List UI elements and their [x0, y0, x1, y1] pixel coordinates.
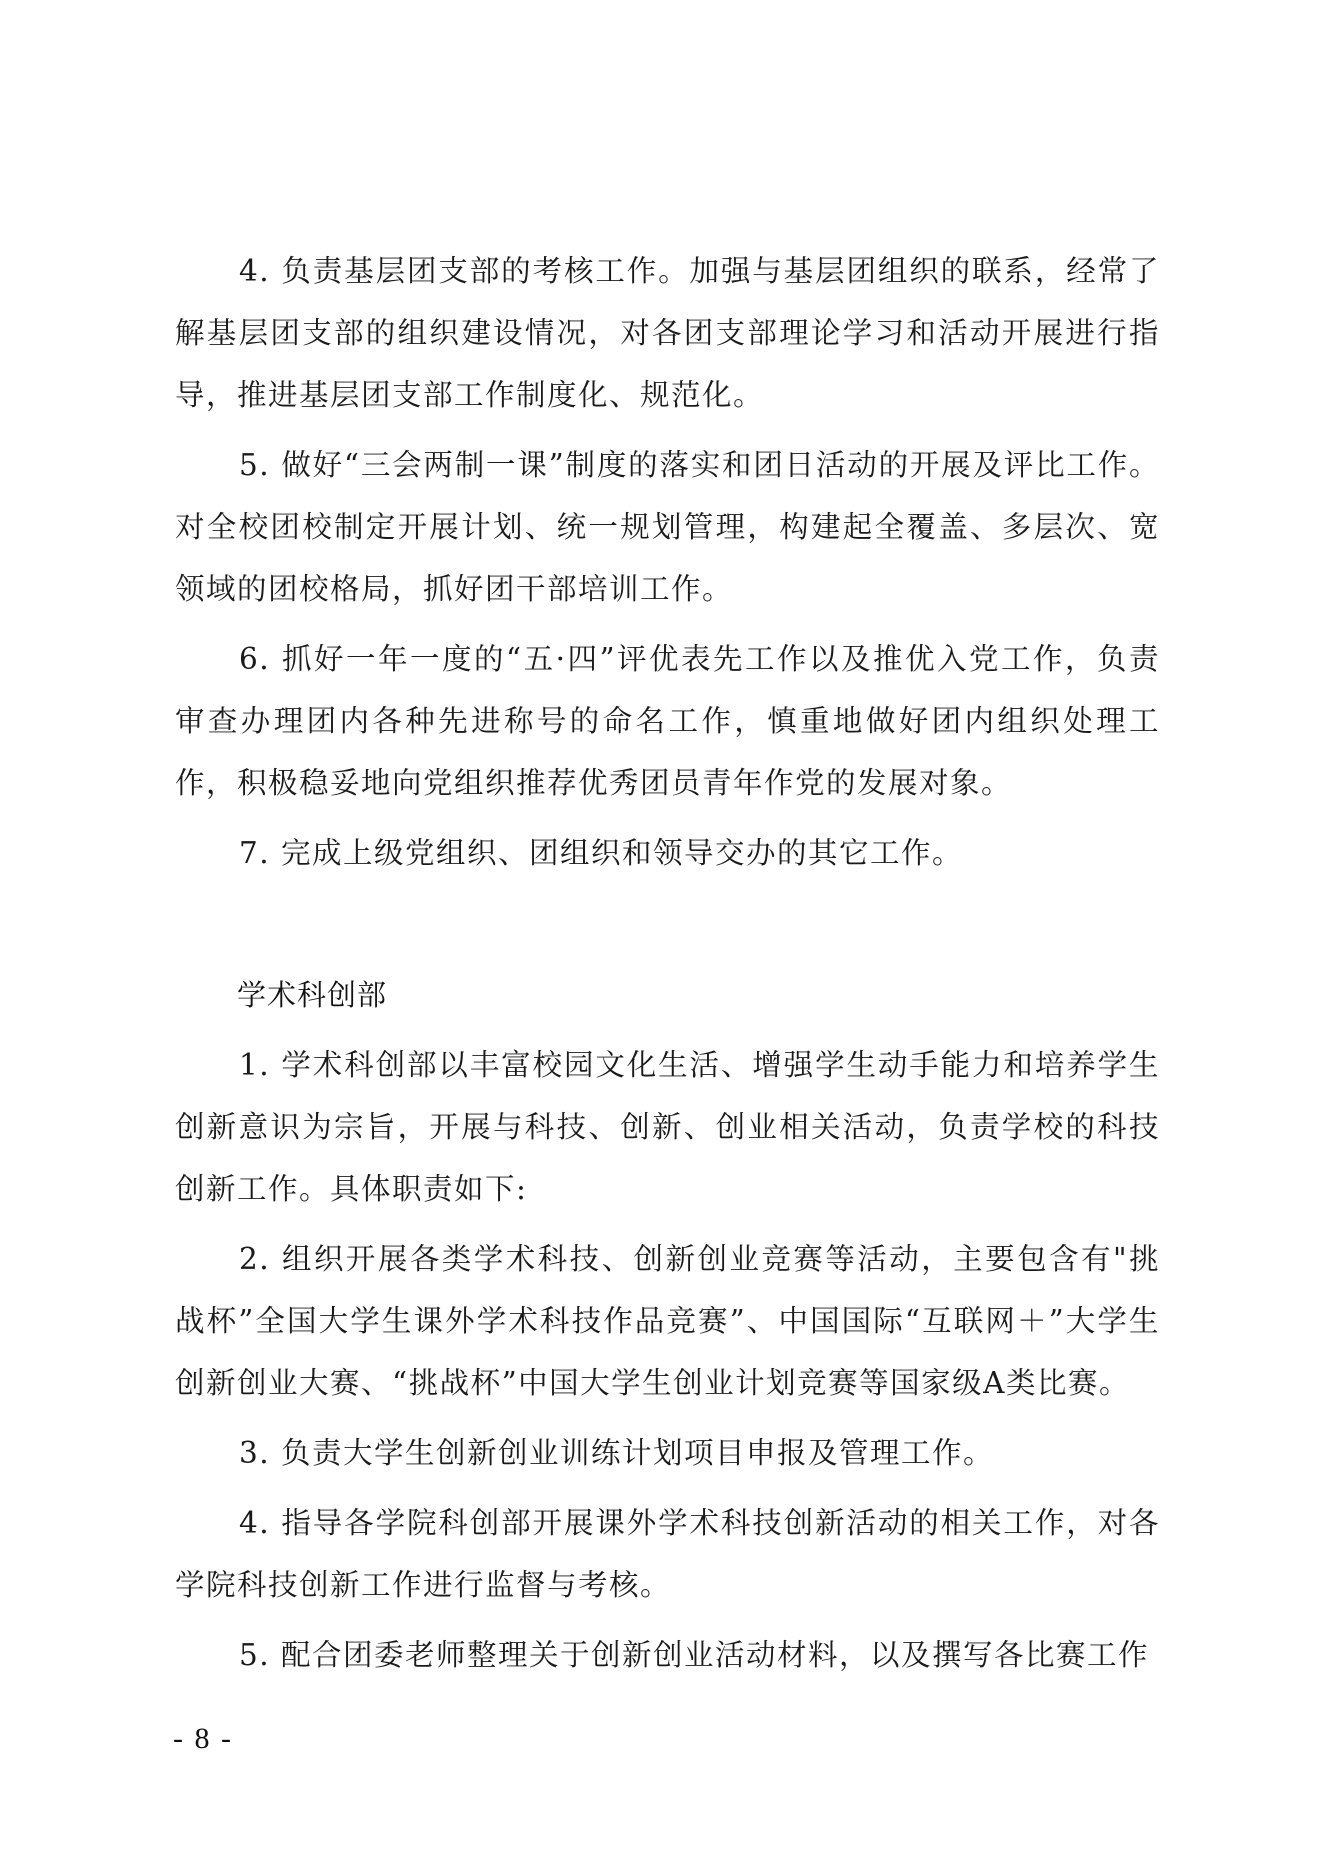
paragraph-item-2: 2. 组织开展各类学术科技、创新创业竞赛等活动，主要包含有"挑战杯”全国大学生课外学术科技作品竞赛”、中国国际“互联网＋”大学生创新创业大赛、“挑战杯”中国大学生创业计划竞赛等国家级A类比赛。 [175, 1242, 1160, 1400]
paragraph-item-5: 5. 做好“三会两制一课”制度的落实和团日活动的开展及评比工作。对全校团校制定开展计划、统一规划管理，构建起全覆盖、多层次、宽领域的团校格局，抓好团干部培训工作。 [175, 448, 1160, 606]
paragraph-item-4: 4. 负责基层团支部的考核工作。加强与基层团组织的联系，经常了解基层团支部的组织建设情况，对各团支部理论学习和活动开展进行指导，推进基层团支部工作制度化、规范化。 [175, 254, 1160, 412]
paragraph-item-5b: 5. 配合团委老师整理关于创新创业活动材料，以及撰写各比赛工作 [239, 1638, 1150, 1672]
paragraph-item-3: 3. 负责大学生创新创业训练计划项目申报及管理工作。 [239, 1436, 995, 1470]
paragraph-item-6: 6. 抓好一年一度的“五·四”评优表先工作以及推优入党工作，负责审查办理团内各种先进称号的命名工作，慎重地做好团内组织处理工作，积极稳妥地向党组织推荐优秀团员青年作党的发展对象。 [175, 642, 1160, 800]
page-number: - 8 - [173, 1722, 233, 1755]
paragraph-item-1: 1. 学术科创部以丰富校园文化生活、增强学生动手能力和培养学生创新意识为宗旨，开展与科技、创新、创业相关活动，负责学校的科技创新工作。具体职责如下: [175, 1048, 1160, 1206]
paragraph-item-7: 7. 完成上级党组织、团组织和领导交办的其它工作。 [239, 836, 964, 870]
section-heading: 学术科创部 [237, 978, 388, 1012]
page-content [175, 240, 1160, 1694]
paragraph-item-4b: 4. 指导各学院科创部开展课外学术科技创新活动的相关工作，对各学院科技创新工作进行监督与考核。 [175, 1506, 1160, 1602]
section-spacer [175, 892, 1160, 964]
